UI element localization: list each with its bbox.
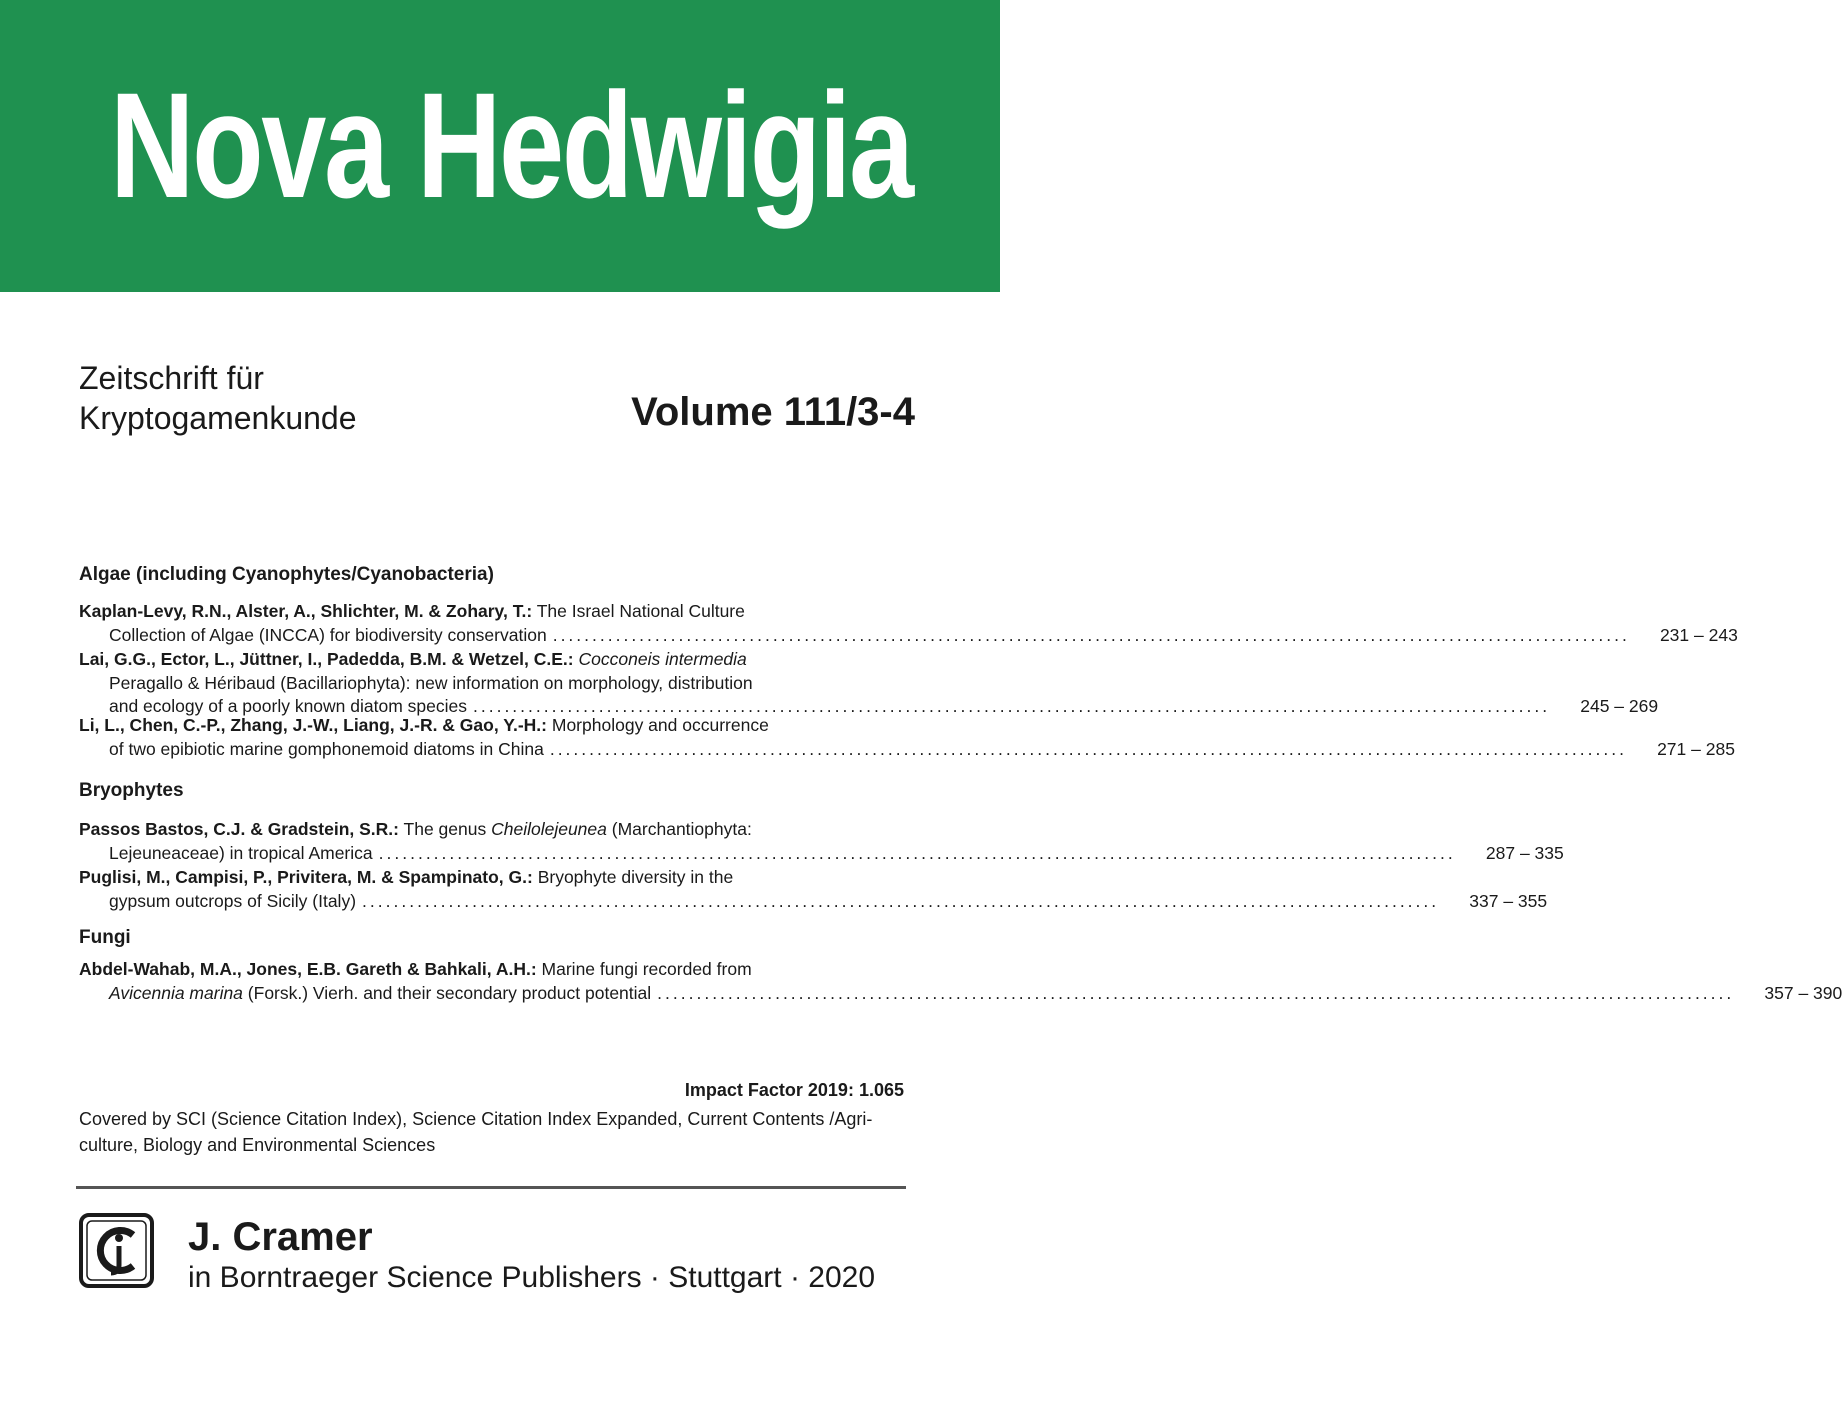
toc-entry[interactable] (79, 958, 1842, 1005)
entry-title-end: Lejeuneaceae) in tropical America (109, 842, 373, 863)
entry-pages: 271 – 285 (1657, 738, 1735, 759)
toc-entry[interactable] (79, 648, 1659, 719)
entry-pages: 357 – 390 (1764, 982, 1842, 1003)
section-heading-algae: Algae (including Cyanophytes/Cyanobacteria) (79, 564, 494, 585)
entry-title-end: (Forsk.) Vierh. and their secondary product potential (247, 982, 652, 1003)
cramer-cj-logo-icon (79, 1213, 154, 1288)
entry-pages: 287 – 335 (1485, 842, 1564, 863)
entry-title: Peragallo & Héribaud (Bacillariophyta): new information on morphology, distribution (109, 672, 753, 693)
leader-dots: ......................................................................................................................................... (473, 696, 1551, 716)
entry-title: (Marchantiophyta: (611, 819, 752, 839)
entry-title-italic: Cocconeis intermedia (578, 649, 747, 669)
toc-entry[interactable] (79, 818, 1564, 865)
leader-dots: ......................................................................................................................................... (552, 624, 1630, 645)
entry-authors: Passos Bastos, C.J. & Gradstein, S.R.: (79, 819, 399, 839)
entry-title-italic: Avicennia marina (109, 982, 243, 1003)
entry-title: The Israel National Culture (536, 601, 745, 621)
journal-subtitle (79, 358, 357, 438)
leader-dots: ......................................................................................................................................... (362, 890, 1440, 911)
publisher-line: in Borntraeger Science Publishers · Stuttgart · 2020 (188, 1261, 876, 1294)
entry-authors: Abdel-Wahab, M.A., Jones, E.B. Gareth & Bahkali, A.H.: (79, 959, 537, 979)
entry-title: The genus (403, 819, 487, 839)
divider (76, 1186, 906, 1189)
section-heading-fungi: Fungi (79, 927, 131, 948)
toc-entry[interactable] (79, 714, 1735, 761)
entry-title-end: and ecology of a poorly known diatom species (109, 696, 467, 716)
impact-factor: Impact Factor 2019: 1.065 (684, 1080, 904, 1100)
entry-authors: Li, L., Chen, C.-P., Zhang, J.-W., Liang, J.-R. & Gao, Y.-H.: (79, 715, 547, 735)
entry-title: Morphology and occurrence (551, 715, 769, 735)
entry-title-end: Collection of Algae (INCCA) for biodiversity conservation (109, 624, 547, 645)
volume-number: Volume 111/3-4 (631, 390, 915, 434)
publisher-name: J. Cramer (188, 1215, 373, 1259)
coverage-line-2: culture, Biology and Environmental Sciences (79, 1135, 436, 1155)
title-banner (0, 0, 1000, 292)
subtitle-line-2: Kryptogamenkunde (79, 400, 357, 436)
entry-title: Marine fungi recorded from (541, 959, 752, 979)
entry-title-end: of two epibiotic marine gomphonemoid diatoms in China (109, 738, 544, 759)
leader-dots: ......................................................................................................................................... (549, 738, 1627, 759)
entry-title-end: gypsum outcrops of Sicily (Italy) (109, 890, 357, 911)
entry-authors: Lai, G.G., Ector, L., Jüttner, I., Padedda, B.M. & Wetzel, C.E.: (79, 649, 574, 669)
entry-pages: 337 – 355 (1469, 890, 1548, 911)
leader-dots: ......................................................................................................................................... (657, 982, 1735, 1003)
toc-entry[interactable] (79, 866, 1548, 913)
entry-authors: Kaplan-Levy, R.N., Alster, A., Shlichter, M. & Zohary, T.: (79, 601, 533, 621)
section-heading-bryophytes: Bryophytes (79, 780, 184, 801)
toc-entry[interactable] (79, 600, 1738, 647)
entry-pages: 245 – 269 (1580, 696, 1659, 716)
coverage-line-1: Covered by SCI (Science Citation Index), Science Citation Index Expanded, Current Contents /Agri- (79, 1109, 873, 1129)
coverage-note (79, 1106, 909, 1158)
entry-title: Bryophyte diversity in the (537, 867, 734, 887)
entry-authors: Puglisi, M., Campisi, P., Privitera, M. & Spampinato, G.: (79, 867, 533, 887)
entry-pages: 231 – 243 (1659, 624, 1738, 645)
entry-title-italic: Cheilolejeunea (491, 819, 607, 839)
subtitle-line-1: Zeitschrift für (79, 360, 264, 396)
journal-title: Nova Hedwigia (110, 61, 912, 229)
leader-dots: ......................................................................................................................................... (378, 842, 1456, 863)
